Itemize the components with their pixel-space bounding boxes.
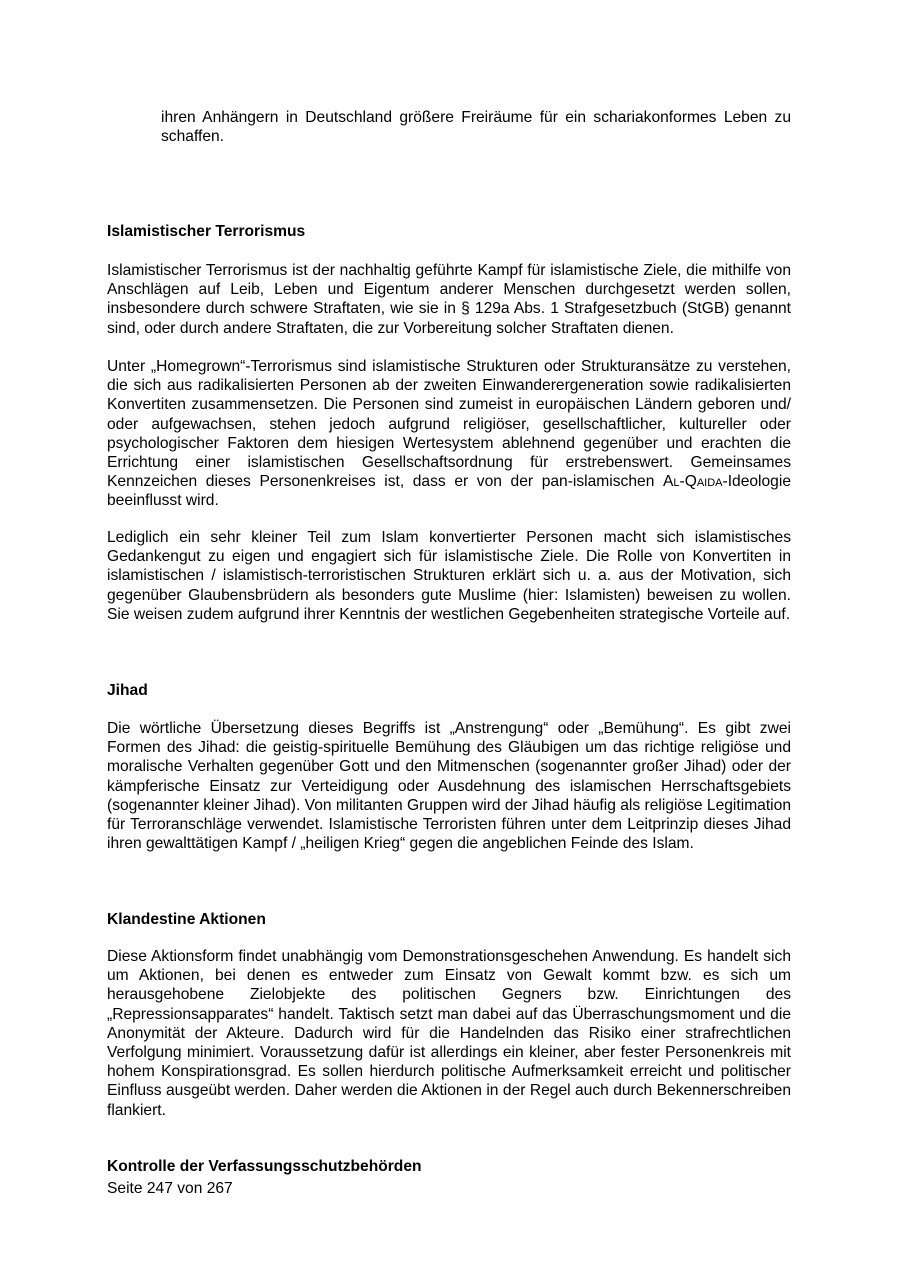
terrorismus-paragraph-2 [107, 357, 791, 511]
terrorismus-paragraph-3: Lediglich ein sehr kleiner Teil zum Islam konvertierter Personen macht sich islamistisches Gedankengut zu eigen und engagiert sich für islamistische Ziele. Die Rolle von Konvertiten in islamistischen / islamistisch-terroristischen Strukturen erklärt sich u. a. aus der Motivation, sich gegenüber Glaubensbrüdern als besonders gute Muslime (hier: Islamisten) beweisen zu wollen. Sie weisen zudem aufgrund ihrer Kenntnis der westlichen Gegebenheiten strategische Vorteile auf. [107, 529, 791, 623]
intro-paragraph: ihren Anhängern in Deutschland größere Freiräume für ein schariakonformes Leben zu schaffen. [161, 109, 791, 146]
terrorismus-paragraph-2-text: Unter „Homegrown“-Terrorismus sind islamistische Strukturen oder Strukturansätze zu verstehen, die sich aus radikalisierten Personen ab der zweiten Einwanderergeneration sowie radikalisierten Konvertiten zusammensetzen. Die Personen sind zumeist in europäischen Ländern geboren und/ oder aufgewachsen, stehen jedoch aufgrund religiöser, gesellschaftlicher, kultureller oder psychologischer Faktoren dem hiesigen Wertesystem ablehnend gegenüber und erachten die Errichtung einer islamistischen Gesellschaftsordnung für erstrebenswert. Gemeinsames Kennzeichen dieses Personenkreises ist, dass er von der pan-islamischen [107, 358, 791, 491]
al-qaida-smallcaps: Al-Qaida [662, 473, 723, 491]
klandestine-paragraph: Diese Aktionsform findet unabhängig vom Demonstrationsgeschehen Anwendung. Es handelt sich um Aktionen, bei denen es entweder zum Einsatz von Gewalt kommt bzw. es sich um herausgehobene Zielobjekte des politischen Gegners bzw. Einrichtungen des „Repressionsapparates“ handelt. Taktisch setzt man dabei auf das Überraschungsmoment und die Anonymität der Akteure. Dadurch wird für die Handelnden das Risiko einer strafrechtlichen Verfolgung minimiert. Voraussetzung dafür ist allerdings ein kleiner, aber fester Personenkreis mit hohem Konspirationsgrad. Es sollen hierdurch politische Aufmerksamkeit erreicht und politischer Einfluss ausgeübt werden. Daher werden die Aktionen in der Regel auch durch Bekennerschreiben flankiert. [107, 948, 791, 1119]
jihad-paragraph: Die wörtliche Übersetzung dieses Begriffs ist „Anstrengung“ oder „Bemühung“. Es gibt zwei Formen des Jihad: die geistig-spirituelle Bemühung des Gläubigen um das richtige religiöse und moralische Verhalten gegenüber Gott und den Mitmenschen (sogenannter großer Jihad) oder der kämpferische Einsatz zur Verteidigung oder Ausdehnung des islamischen Herrschaftsgebiets (sogenannter kleiner Jihad). Von militanten Gruppen wird der Jihad häufig als religiöse Legitimation für Terroranschläge verwendet. Islamistische Terroristen führen unter dem Leitprinzip dieses Jihad ihren gewalttätigen Kampf / „heiligen Krieg“ gegen die angeblichen Feinde des Islam. [107, 720, 791, 853]
footer-title: Kontrolle der Verfassungsschutzbehörden [107, 1158, 422, 1175]
footer-page-number: Seite 247 von 267 [107, 1180, 233, 1197]
heading-klandestine-aktionen: Klandestine Aktionen [107, 911, 266, 928]
heading-islamistischer-terrorismus: Islamistischer Terrorismus [107, 223, 306, 240]
heading-jihad: Jihad [107, 682, 148, 699]
terrorismus-paragraph-1: Islamistischer Terrorismus ist der nachhaltig geführte Kampf für islamistische Ziele, die mithilfe von Anschlägen auf Leib, Leben und Eigentum anderer Menschen durchgesetzt werden sollen, insbesondere durch schwere Straftaten, wie sie in § 129a Abs. 1 Strafgesetzbuch (StGB) genannt sind, oder durch andere Straftaten, die zur Vorbereitung solcher Straftaten dienen. [107, 262, 791, 337]
terrorismus-paragraph-2-end: -Ideologie beeinflusst wird. [107, 473, 791, 510]
